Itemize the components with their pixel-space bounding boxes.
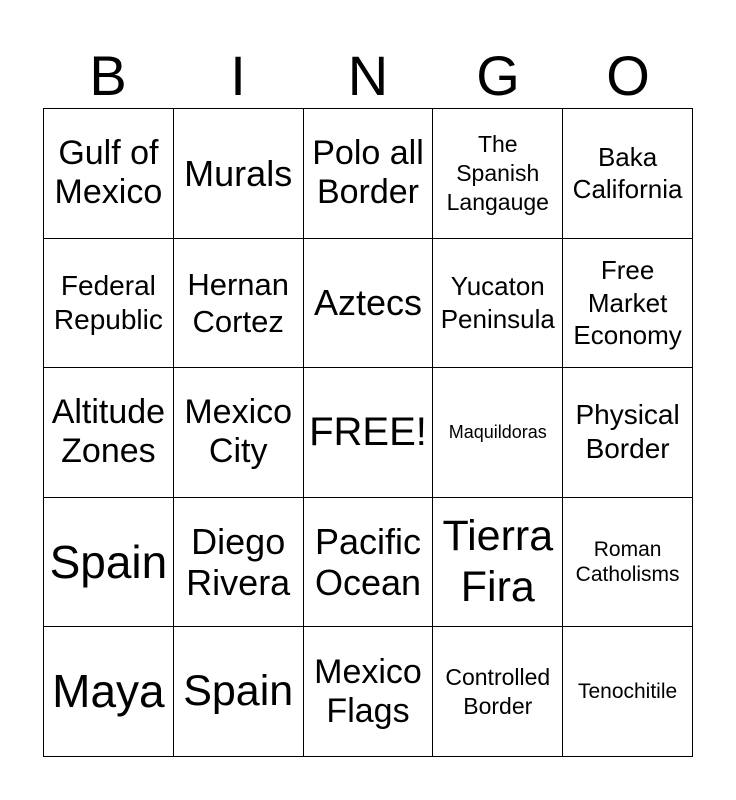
cell-text: Polo all Border	[312, 134, 424, 212]
cell-text: Federal Republic	[53, 269, 163, 335]
bingo-cell[interactable]	[44, 627, 174, 757]
bingo-cell[interactable]	[433, 368, 563, 498]
bingo-cell[interactable]	[304, 627, 434, 757]
bingo-cell[interactable]	[563, 239, 693, 369]
cell-text: Murals	[184, 152, 293, 194]
bingo-cell[interactable]	[44, 368, 174, 498]
cell-text: Maya	[52, 665, 165, 718]
bingo-cell[interactable]	[174, 368, 304, 498]
cell-text: Altitude Zones	[51, 393, 166, 471]
cell-text: Pacific Ocean	[314, 520, 422, 604]
bingo-cell[interactable]	[304, 239, 434, 369]
cell-text: Mexico City	[184, 393, 293, 471]
cell-text: Controlled Border	[445, 663, 551, 719]
header-letter-o: O	[606, 44, 650, 107]
bingo-cell[interactable]	[433, 627, 563, 757]
bingo-cell[interactable]	[563, 368, 693, 498]
bingo-cell[interactable]	[44, 498, 174, 628]
bingo-cell[interactable]	[433, 239, 563, 369]
cell-text: Roman Catholisms	[575, 537, 680, 587]
cell-text: Spain	[183, 666, 294, 715]
cell-text: Diego Rivera	[186, 520, 291, 604]
cell-text: Yucaton Peninsula	[440, 271, 555, 334]
cell-text: Tierra Fira	[442, 511, 554, 612]
free-space-cell[interactable]	[304, 368, 434, 498]
bingo-cell[interactable]	[174, 498, 304, 628]
bingo-cell[interactable]	[433, 498, 563, 628]
bingo-cell[interactable]	[44, 239, 174, 369]
bingo-cell[interactable]	[563, 627, 693, 757]
bingo-cell[interactable]	[304, 498, 434, 628]
bingo-cell[interactable]	[304, 109, 434, 239]
cell-text: Hernan Cortez	[187, 266, 290, 339]
cell-text: Aztecs	[313, 282, 423, 324]
bingo-grid	[43, 108, 693, 757]
bingo-header	[43, 44, 693, 108]
header-letter-i: I	[230, 44, 246, 107]
cell-text: Tenochitile	[577, 680, 678, 704]
bingo-cell[interactable]	[44, 109, 174, 239]
cell-text: Mexico Flags	[314, 652, 422, 730]
cell-text: Maquildoras	[448, 422, 547, 443]
cell-text: Physical Border	[575, 399, 680, 465]
bingo-cell[interactable]	[433, 109, 563, 239]
header-letter-g: G	[476, 44, 520, 107]
free-space-text: FREE!	[309, 410, 427, 455]
bingo-cell[interactable]	[174, 109, 304, 239]
header-letter-n: N	[347, 44, 389, 107]
cell-text: Baka California	[572, 141, 683, 205]
bingo-cell[interactable]	[174, 627, 304, 757]
bingo-cell[interactable]	[563, 498, 693, 628]
bingo-cell[interactable]	[174, 239, 304, 369]
header-letter-b: B	[89, 44, 127, 107]
cell-text: Spain	[49, 535, 168, 588]
cell-text: Gulf of Mexico	[54, 134, 163, 212]
cell-text: Free Market Economy	[573, 255, 682, 351]
cell-text: The Spanish Langauge	[446, 131, 549, 215]
bingo-cell[interactable]	[563, 109, 693, 239]
